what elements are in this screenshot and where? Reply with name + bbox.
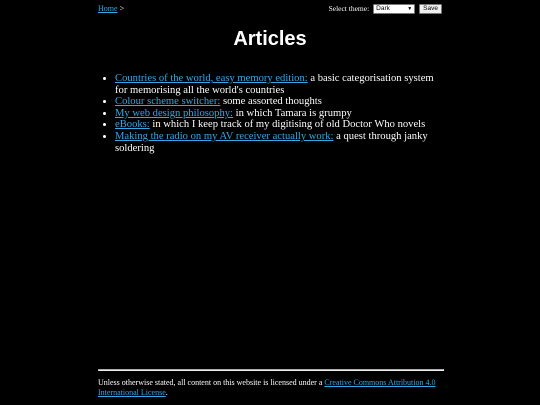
footer xyxy=(98,378,442,398)
page-title: Articles xyxy=(233,28,307,50)
article-description: some assorted thoughts xyxy=(222,96,322,108)
article-link[interactable]: Countries of the world, easy memory edition: xyxy=(115,73,308,84)
theme-form xyxy=(329,4,442,14)
chevron-down-icon: ▼ xyxy=(407,6,413,12)
theme-select-value: Dark xyxy=(376,5,390,12)
theme-select[interactable] xyxy=(373,4,415,14)
list-item xyxy=(115,119,442,131)
article-link[interactable]: Making the radio on my AV receiver actually work: xyxy=(115,130,334,142)
theme-label: Select theme: xyxy=(328,4,370,13)
article-description: in which Tamara is grumpy xyxy=(235,107,352,119)
footer-divider xyxy=(98,369,444,371)
footer-end: . xyxy=(165,388,168,397)
license-link[interactable]: Creative Commons Attribution 4.0 International License xyxy=(98,378,436,397)
article-link[interactable]: eBooks: xyxy=(115,119,150,131)
articles-list xyxy=(98,73,442,154)
save-button[interactable]: Save xyxy=(419,4,442,14)
list-item xyxy=(115,96,442,108)
article-description: a quest through janky soldering xyxy=(115,130,428,154)
top-bar xyxy=(98,4,442,16)
footer-text: Unless otherwise stated, all content on this website is licensed under a xyxy=(98,378,323,387)
article-description: in which I keep track of my digitising of old Doctor Who novels xyxy=(152,119,426,131)
breadcrumb-separator: > xyxy=(119,4,125,13)
article-description: a basic categorisation system for memorising all the world's countries xyxy=(115,73,434,96)
list-item xyxy=(115,108,442,120)
home-link[interactable]: Home xyxy=(98,4,118,13)
list-item xyxy=(115,73,442,96)
article-link[interactable]: Colour scheme switcher: xyxy=(115,96,221,108)
article-link[interactable]: My web design philosophy: xyxy=(115,107,234,119)
breadcrumb xyxy=(98,4,124,14)
list-item xyxy=(115,131,442,154)
